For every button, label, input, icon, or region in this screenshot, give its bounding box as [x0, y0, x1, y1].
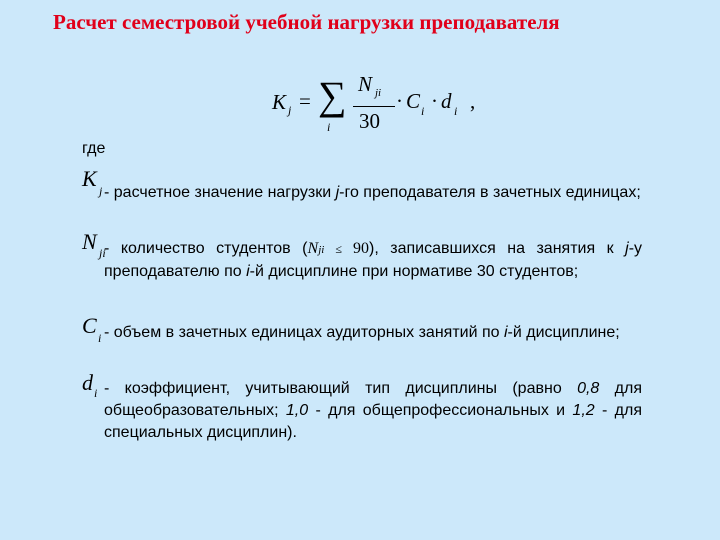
formula-sum-index: i	[327, 120, 331, 134]
def-c-symbol: C	[82, 313, 97, 338]
def-d-symbol: d	[82, 370, 93, 395]
formula-dot-1: ·	[396, 89, 403, 113]
inline-n-constraint: Nji ≤ 90	[307, 240, 369, 257]
formula-numerator-subscript: ji	[375, 87, 382, 99]
definition-n: - количество студентов (Nji ≤ 90), записавшихся на занятия к j-у преподавателю по i-й дисциплине при нормативе 30 студентов;	[104, 240, 643, 280]
definition-d: - коэффициент, учитывающий тип дисциплины (равно 0,8 для общеобразовательных; 1,0 - для общепрофессиональных и 1,2 - для специальных дисциплин).	[104, 380, 643, 441]
def-n-symbol: N	[82, 229, 97, 254]
formula-equals: =	[299, 89, 311, 113]
formula-numerator-n: N	[358, 72, 373, 96]
definition-k: - расчетное значение нагрузки j-го преподавателя в зачетных единицах;	[104, 184, 641, 201]
formula-fraction-bar	[353, 106, 395, 107]
def-k-subscript: j	[99, 184, 103, 198]
slide-title: Расчет семестровой учебной нагрузки преподавателя	[53, 10, 560, 34]
def-n-subscript: ji	[99, 246, 106, 260]
formula-c-subscript: i	[421, 104, 425, 118]
formula-d-subscript: i	[454, 104, 458, 118]
def-c-subscript: i	[98, 331, 102, 345]
formula-k-subscript: j	[288, 103, 292, 117]
formula-sum-sign: ∑	[318, 73, 347, 118]
formula-c: C	[406, 89, 421, 113]
formula-dot-2: ·	[431, 89, 438, 113]
load-formula	[268, 70, 508, 140]
formula-comma: ,	[470, 89, 476, 113]
def-k-symbol: K	[82, 166, 97, 191]
formula-k: K	[272, 90, 287, 114]
formula-denominator: 30	[359, 109, 380, 133]
definition-c: - объем в зачетных единицах аудиторных занятий по i-й дисциплине;	[104, 324, 620, 341]
where-label: где	[82, 140, 106, 157]
formula-d: d	[441, 89, 452, 113]
def-d-subscript: i	[94, 386, 98, 400]
